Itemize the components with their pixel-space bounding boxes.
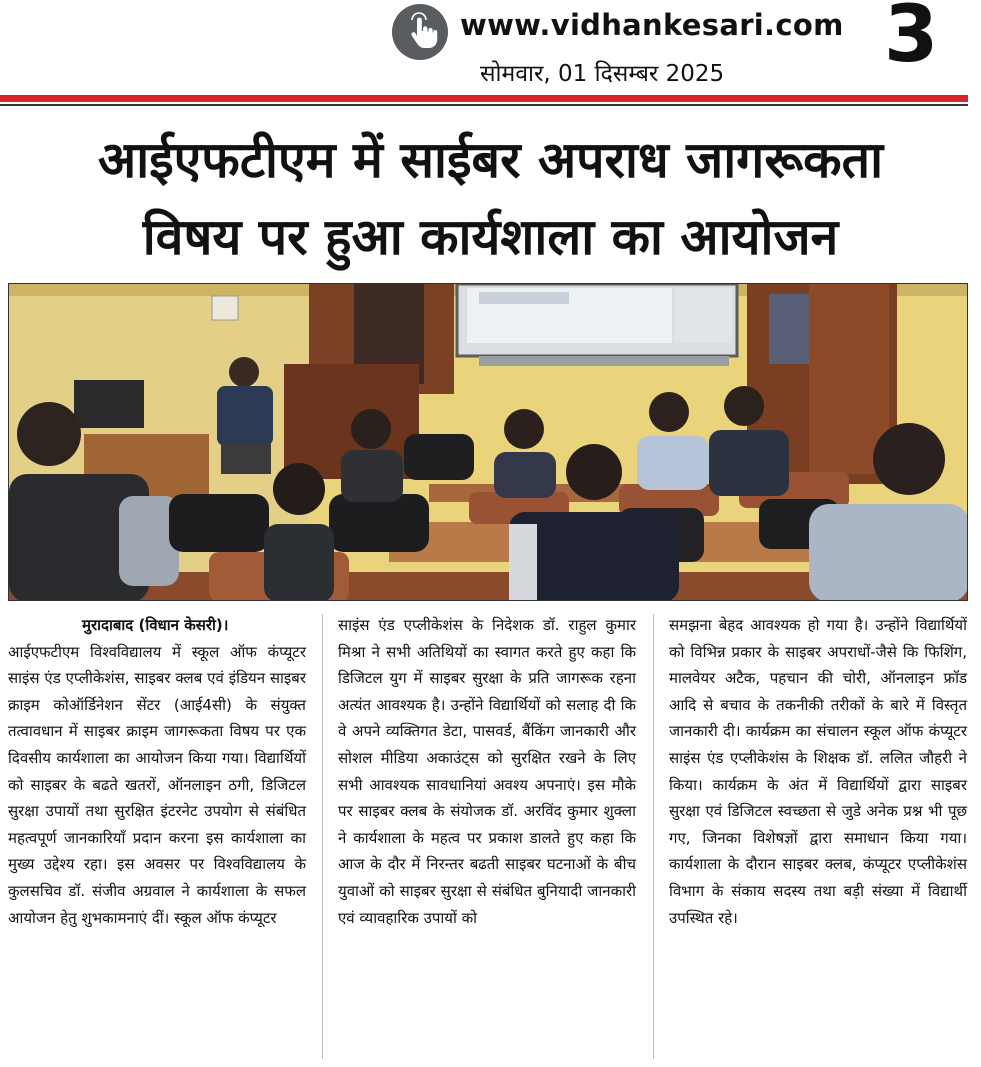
- column-3-text: समझना बेहद आवश्यक हो गया है। उन्होंने विद्यार्थियों को विभिन्न प्रकार के साइबर अपराधों-जैसे कि फिशिंग, मालवेयर अटैक, पहचान की चोरी, ऑनलाइन फ्रॉड आदि से बचाव के तकनीकी तरीकों के बारे में विस्तृत जानकारी दी। कार्यक्रम का संचालन स्कूल ऑफ कंप्यूटर साइंस एंड एप्लीकेशंस के शिक्षक डॉ. ललित जौहरी ने किया। कार्यक्रम के अंत में विद्यार्थियों द्वारा साइबर सुरक्षा एवं डिजिटल स्वच्छता से जुडे अनेक प्रश्न भी पूछ गए, जिनका विशेषज्ञों द्वारा समाधान किया गया। कार्यशाला के दौरान साइबर क्लब, कंप्यूटर एप्लीकेशंस विभाग के संकाय सदस्य तथा बड़ी संख्या में विद्यार्थी उपस्थित रहे।: [669, 616, 967, 927]
- article-headline: [0, 122, 981, 276]
- masthead-rule-red: [0, 95, 968, 102]
- column-1-text: आईएफटीएम विश्वविद्यालय में स्कूल ऑफ कंप्यूटर साइंस एंड एप्लीकेशंस, साइबर क्लब एवं इंडियन साइबर क्राइम कोऑर्डिनेशन सेंटर (आई4सी) के संयुक्त तत्वावधान में साइबर क्राइम जागरूकता विषय पर एक दिवसीय कार्यशाला का आयोजन किया गया। विद्यार्थियों को साइबर के बढते खतरों, ऑनलाइन ठगी, डिजिटल सुरक्षा उपायों तथा सुरक्षित इंटरनेट उपयोग से संबंधित महत्वपूर्ण जानकारियाँ प्रदान करना इस कार्यशाला का मुख्य उद्देश्य रहा। इस अवसर पर विश्वविद्यालय के कुलसचिव डॉ. संजीव अग्रवाल ने कार्यशाला के सफल आयोजन हेतु शुभकामनाएं दीं। स्कूल ऑफ कंप्यूटर: [8, 642, 306, 927]
- hand-glyph: [400, 12, 440, 52]
- article-column-1: [8, 612, 306, 931]
- column-divider: [322, 614, 323, 1059]
- issue-date: सोमवार, 01 दिसम्बर 2025: [480, 61, 725, 87]
- pointing-hand-icon[interactable]: [392, 4, 448, 60]
- article-body: [8, 612, 970, 1062]
- column-divider: [653, 614, 654, 1059]
- headline-line-1: आईएफटीएम में साईबर अपराध जागरूकता: [97, 131, 884, 189]
- masthead: [0, 0, 981, 100]
- column-2-text: साइंस एंड एप्लीकेशंस के निदेशक डॉ. राहुल कुमार मिश्रा ने सभी अतिथियों का स्वागत करते हुए कहा कि डिजिटल युग में साइबर सुरक्षा के प्रति जागरूक रहना अत्यंत आवश्यक है। उन्होंने विद्यार्थियों को सलाह दी कि वे अपने व्यक्तिगत डेटा, पासवर्ड, बैंकिंग जानकारी और सोशल मीडिया अकाउंट्स को सुरक्षित रखने के लिए सभी आवश्यक सावधानियां अवश्य अपनाएं। इस मौके पर साइबर क्लब के संयोजक डॉ. अरविंद कुमार शुक्ला ने कार्यशाला के महत्व पर प्रकाश डालते हुए कहा कि आज के दौर में निरन्तर बढती साइबर घटनाओं के बीच युवाओं को साइबर सुरक्षा से संबंधित बुनियादी जानकारी एवं व्यावहारिक उपायों को: [338, 616, 636, 927]
- workshop-scene-illustration: [9, 284, 968, 601]
- article-dateline: मुरादाबाद (विधान केसरी)।: [82, 616, 229, 634]
- article-column-3: [669, 612, 967, 931]
- page-number: 3: [884, 0, 939, 80]
- website-url[interactable]: www.vidhankesari.com: [460, 8, 844, 42]
- headline-line-2: विषय पर हुआ कार्यशाला का आयोजन: [142, 208, 839, 266]
- workshop-photo: [8, 283, 968, 601]
- masthead-rule-dark: [0, 104, 968, 106]
- article-column-2: [338, 612, 636, 931]
